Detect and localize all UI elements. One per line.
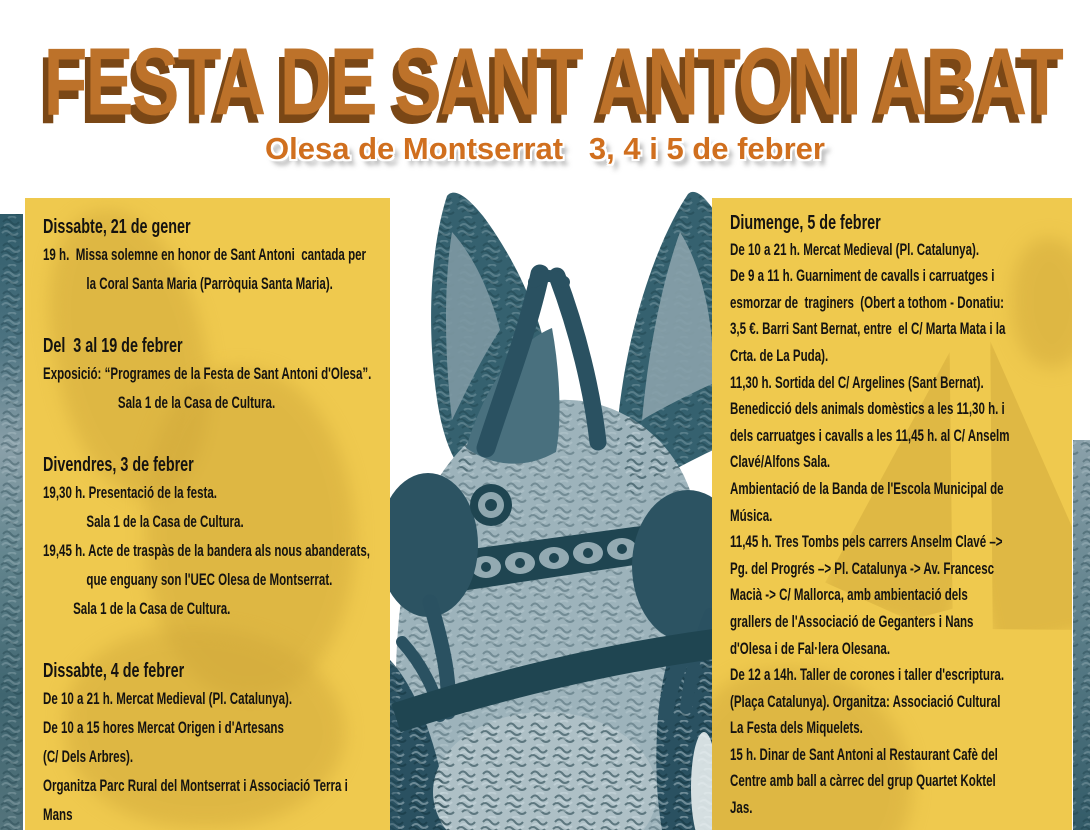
right-edge-strip xyxy=(1073,440,1090,830)
schedule-line: esmorzar de traginers (Obert a tothom - Donatiu: xyxy=(730,293,1005,312)
schedule-line: Clavé/Alfons Sala. xyxy=(730,453,831,472)
horse-head xyxy=(378,192,747,830)
schedule-line: Diumenge, 5 de febrer xyxy=(730,211,881,234)
schedule-line: Del 3 al 19 de febrer xyxy=(43,334,183,357)
schedule-line: 11,45 h. Tres Tombs pels carrers Anselm Clavé –> xyxy=(730,533,1003,552)
schedule-line: Centre amb ball a càrrec del grup Quartet Koktel xyxy=(730,772,996,791)
schedule-panel-left xyxy=(25,198,390,830)
schedule-line: dels carruatges i cavalls a les 11,45 h. al C/ Anselm xyxy=(730,426,1010,445)
schedule-line: 19,45 h. Acte de traspàs de la bandera als nous abanderats, xyxy=(43,542,370,560)
schedule-line: Exposició: “Programes de la Festa de Sant Antoni d'Olesa”. xyxy=(43,365,372,383)
schedule-line: Organitza Parc Rural del Montserrat i Associació Terra i xyxy=(43,777,348,795)
left-edge-strip xyxy=(0,214,23,830)
schedule-line: Música. xyxy=(730,506,773,525)
schedule-line: (C/ Dels Arbres). xyxy=(43,748,134,766)
schedule-line: grallers de l'Associació de Geganters i Nans xyxy=(730,612,974,631)
schedule-line: 15 h. Dinar de Sant Antoni al Restaurant Cafè del xyxy=(730,745,998,764)
schedule-panel-right xyxy=(712,198,1072,830)
schedule-line: d'Olesa i de Fal·lera Olesana. xyxy=(730,639,891,658)
schedule-line: De 9 a 11 h. Guarniment de cavalls i carruatges i xyxy=(730,267,995,286)
schedule-line: Crta. de La Puda). xyxy=(730,346,829,365)
medallion xyxy=(470,484,512,526)
schedule-line: Sala 1 de la Casa de Cultura. xyxy=(73,600,231,618)
schedule-line: Benedicció dels animals domèstics a les 11,30 h. i xyxy=(730,400,1005,419)
poster-title: FESTA DE SANT ANTONI ABAT xyxy=(43,27,1063,136)
schedule-line: Ambientació de la Banda de l'Escola Municipal de xyxy=(730,479,1004,498)
schedule-line: De 10 a 21 h. Mercat Medieval (Pl. Catalunya). xyxy=(730,240,980,259)
schedule-line: De 10 a 21 h. Mercat Medieval (Pl. Catalunya). xyxy=(43,690,293,708)
schedule-line: la Coral Santa Maria (Parròquia Santa Maria). xyxy=(86,275,333,293)
schedule-line: Dissabte, 4 de febrer xyxy=(43,659,185,682)
schedule-line: De 10 a 15 hores Mercat Origen i d'Artesans xyxy=(43,719,284,737)
schedule-line: De 12 a 14h. Taller de corones i taller d'escriptura. xyxy=(730,666,1005,685)
schedule-line: Macià -> C/ Mallorca, amb ambientació dels xyxy=(730,586,968,605)
schedule-line: que enguany son l'UEC Olesa de Montserrat. xyxy=(86,571,333,589)
schedule-line: Sala 1 de la Casa de Cultura. xyxy=(117,394,276,412)
schedule-line: 11,30 h. Sortida del C/ Argelines (Sant Bernat). xyxy=(730,373,984,392)
schedule-line: 19 h. Missa solemne en honor de Sant Antoni cantada per xyxy=(43,246,367,264)
schedule-line: Dissabte, 21 de gener xyxy=(43,215,191,238)
schedule-right-text xyxy=(712,198,1072,822)
schedule-line: Jas. xyxy=(730,799,753,818)
schedule-line: La Festa dels Miquelets. xyxy=(730,719,863,738)
schedule-line: Mans xyxy=(43,806,73,824)
schedule-left-text xyxy=(25,198,390,830)
schedule-line: Pg. del Progrés –> Pl. Catalunya -> Av. Francesc xyxy=(730,559,995,578)
schedule-line: 19,30 h. Presentació de la festa. xyxy=(43,484,217,502)
schedule-line: Sala 1 de la Casa de Cultura. xyxy=(86,513,244,531)
poster-subtitle: Olesa de Montserrat 3, 4 i 5 de febrer xyxy=(265,131,825,166)
schedule-line: (Plaça Catalunya). Organitza: Associació Cultural xyxy=(730,692,1001,711)
schedule-line: 3,5 €. Barri Sant Bernat, entre el C/ Marta Mata i la xyxy=(730,320,1006,339)
schedule-line: Divendres, 3 de febrer xyxy=(43,453,194,476)
